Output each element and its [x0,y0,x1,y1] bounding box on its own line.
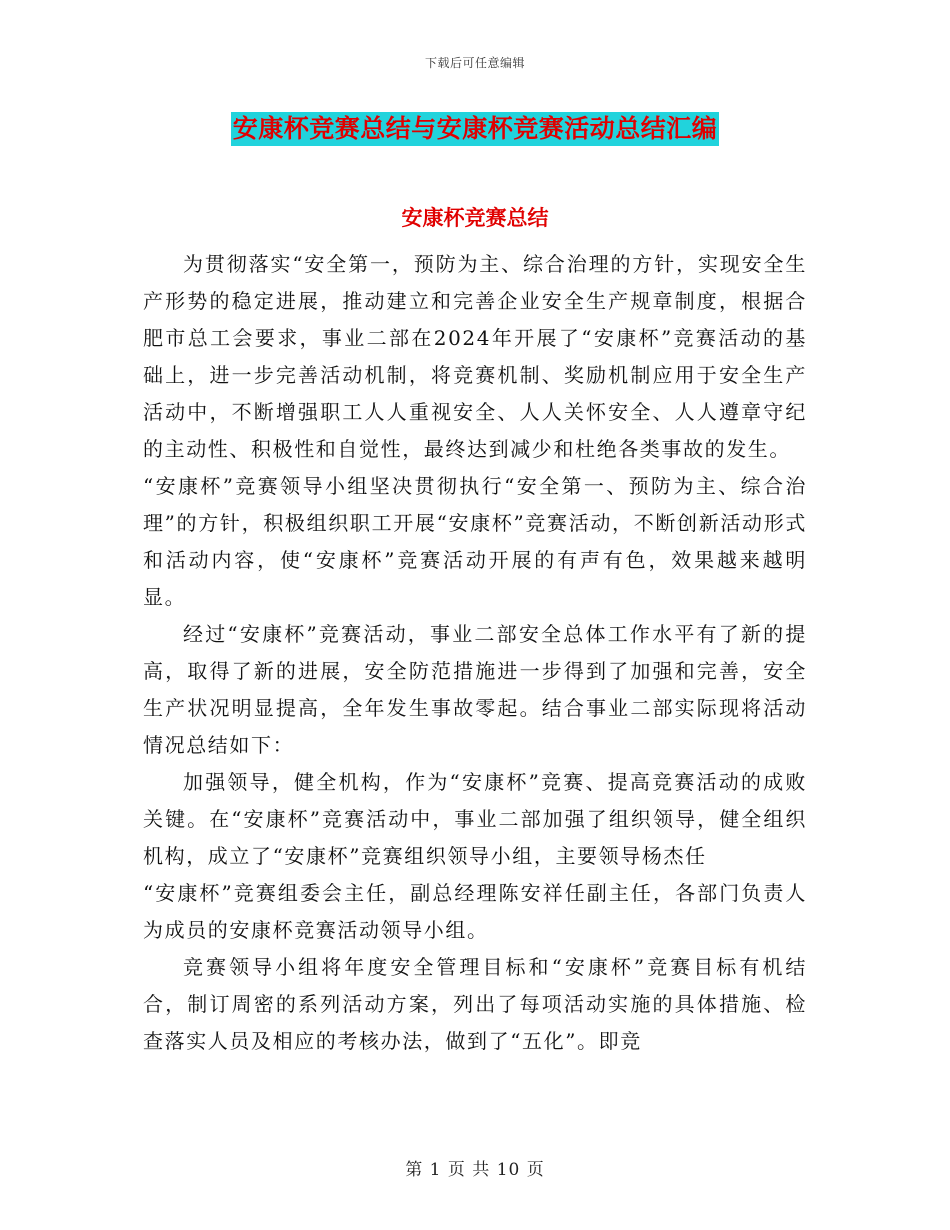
paragraph: “安康杯”竞赛组委会主任，副总经理陈安祥任副主任，各部门负责人为成员的安康杯竞赛活动领导小组。 [143,881,807,942]
paragraph: 经过“安康杯”竞赛活动，事业二部安全总体工作水平有了新的提高，取得了新的进展，安全防范措施进一步得到了加强和完善，安全生产状况明显提高，全年发生事故零起。结合事业二部实际现将活动情况总结如下： [143,622,807,757]
paragraph: “安康杯”竞赛领导小组坚决贯彻执行“安全第一、预防为主、综合治理”的方针，积极组织职工开展“安康杯”竞赛活动，不断创新活动形式和活动内容，使“安康杯”竞赛活动开展的有声有色，效果越来越明显。 [143,474,807,609]
body-text [143,246,807,1060]
page-number: 第 1 页 共 10 页 [405,1160,545,1180]
paragraph: 加强领导，健全机构，作为“安康杯”竞赛、提高竞赛活动的成败关键。在“安康杯”竞赛活动中，事业二部加强了组织领导，健全组织机构，成立了“安康杯”竞赛组织领导小组，主要领导杨杰任 [143,770,807,868]
header-note: 下载后可任意编辑 [424,56,525,70]
paragraph: 为贯彻落实“安全第一，预防为主、综合治理的方针，实现安全生产形势的稳定进展，推动建立和完善企业安全生产规章制度，根据合肥市总工会要求，事业二部在2024年开展了“安康杯”竞赛活动的基础上，进一步完善活动机制，将竞赛机制、奖励机制应用于安全生产活动中，不断增强职工人人重视安全、人人关怀安全、人人遵章守纪的主动性、积极性和自觉性，最终达到减少和杜绝各类事故的发生。 [143,252,807,461]
main-title: 安康杯竞赛总结与安康杯竞赛活动总结汇编 [231,112,720,146]
section-title: 安康杯竞赛总结 [401,206,549,230]
main-title-container [0,112,950,146]
paragraph: 竞赛领导小组将年度安全管理目标和“安康杯”竞赛目标有机结合，制订周密的系列活动方案，列出了每项活动实施的具体措施、检查落实人员及相应的考核办法，做到了“五化”。即竞 [143,955,807,1053]
